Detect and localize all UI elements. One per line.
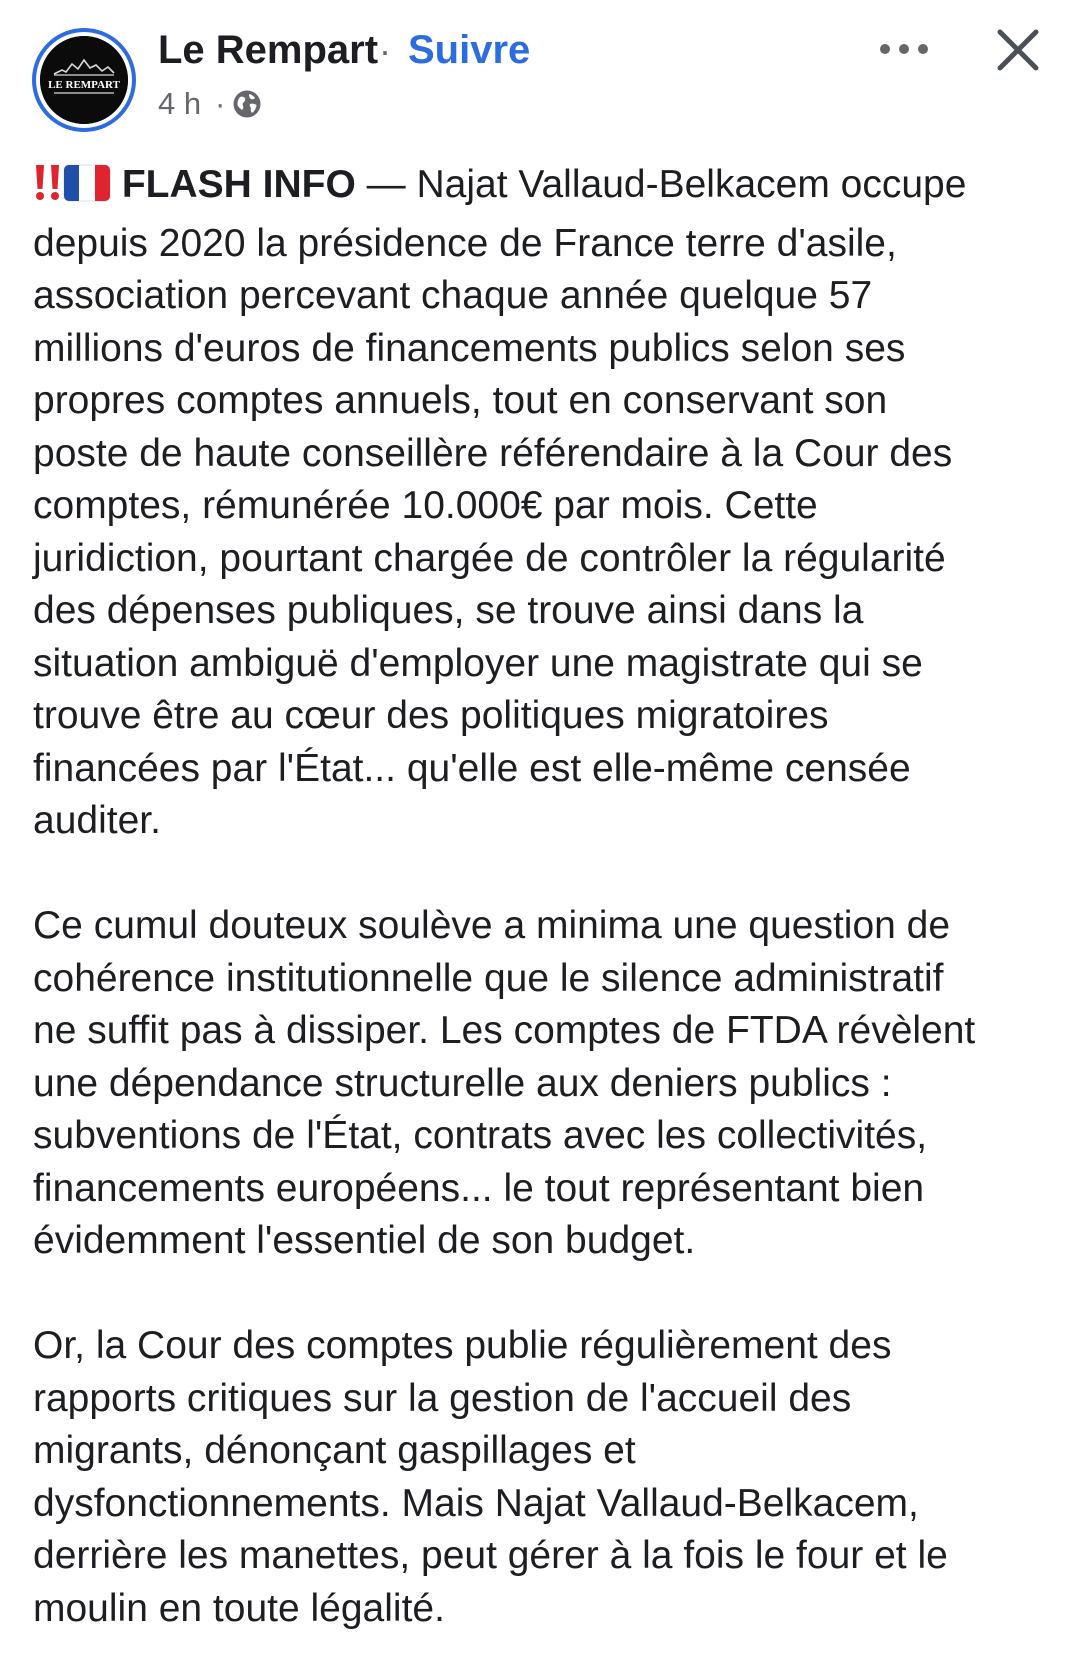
post-line: propres comptes annuels, tout en conservant son [33, 379, 888, 422]
post-line: migrants, dénonçant gaspillages et [33, 1429, 636, 1472]
close-icon [996, 28, 1040, 72]
timestamp-separator: · [215, 86, 226, 121]
post-line: évidemment l'essentiel de son budget. [33, 1219, 696, 1262]
post-line: ne suffit pas à dissiper. Les comptes de FTDA révèlent [33, 1009, 976, 1052]
post-timestamp[interactable]: 4 h [158, 86, 202, 121]
post-line: situation ambiguë d'employer une magistrate qui se [33, 641, 923, 685]
paragraph-2 [33, 900, 1063, 1268]
name-separator: · [379, 30, 391, 71]
post-line: dysfonctionnements. Mais Najat Vallaud-Belkacem, [33, 1481, 919, 1525]
france-flag-icon [63, 163, 111, 218]
post-line: financements européens... le tout représentant bien [33, 1166, 925, 1210]
post-line: association percevant chaque année quelque 57 [33, 274, 873, 317]
post-line: comptes, rémunérée 10.000€ par mois. Cette [33, 484, 818, 527]
post-line: rapports critiques sur la gestion de l'accueil des [33, 1376, 852, 1420]
avatar-logo-graphic [40, 36, 128, 124]
more-horizontal-icon [879, 43, 929, 55]
post-line: juridiction, pourtant chargée de contrôler la régularité [33, 536, 946, 580]
post-line: depuis 2020 la présidence de France terre d'asile, [33, 221, 897, 265]
paragraph-1 [33, 159, 1063, 848]
post-line: derrière les manettes, peut gérer à la fois le four et le [33, 1534, 948, 1577]
double-exclamation-icon [33, 163, 63, 218]
post-line: financées par l'État... qu'elle est elle-même censée [33, 746, 911, 790]
avatar-logo [40, 36, 128, 124]
post-line: poste de haute conseillère référendaire à la Cour des [33, 431, 953, 475]
post-text [33, 159, 1063, 1635]
post-line: subventions de l'État, contrats avec les collectivités, [33, 1114, 928, 1157]
post-line: trouve être au cœur des politiques migratoires [33, 694, 829, 737]
follow-button[interactable]: Suivre [408, 28, 531, 72]
post-line: moulin en toute légalité. [33, 1586, 445, 1630]
globe-icon [232, 89, 262, 119]
post-line: Or, la Cour des comptes publie régulièrement des [33, 1324, 892, 1367]
post-line: une dépendance structurelle aux deniers publics : [33, 1061, 892, 1105]
avatar-logo-text: LE REMPART [48, 79, 120, 91]
post-line: des dépenses publiques, se trouve ainsi dans la [33, 589, 864, 632]
post-line: auditer. [33, 799, 161, 842]
post-line: cohérence institutionnelle que le silence administratif [33, 956, 944, 1000]
post-line: millions d'euros de financements publics selon ses [33, 326, 906, 370]
post-header [0, 0, 1080, 140]
flash-info-label: FLASH INFO [121, 163, 356, 206]
post-line-text: — Najat Vallaud-Belkacem occupe [355, 163, 967, 206]
page-name[interactable]: Le Rempart [158, 28, 379, 72]
close-button[interactable] [990, 22, 1046, 78]
post-line: Ce cumul douteux soulève a minima une question de [33, 904, 951, 947]
more-options-button[interactable] [868, 26, 940, 72]
post-line [33, 159, 1063, 218]
paragraph-3 [33, 1320, 1063, 1635]
page-avatar[interactable] [32, 28, 136, 132]
